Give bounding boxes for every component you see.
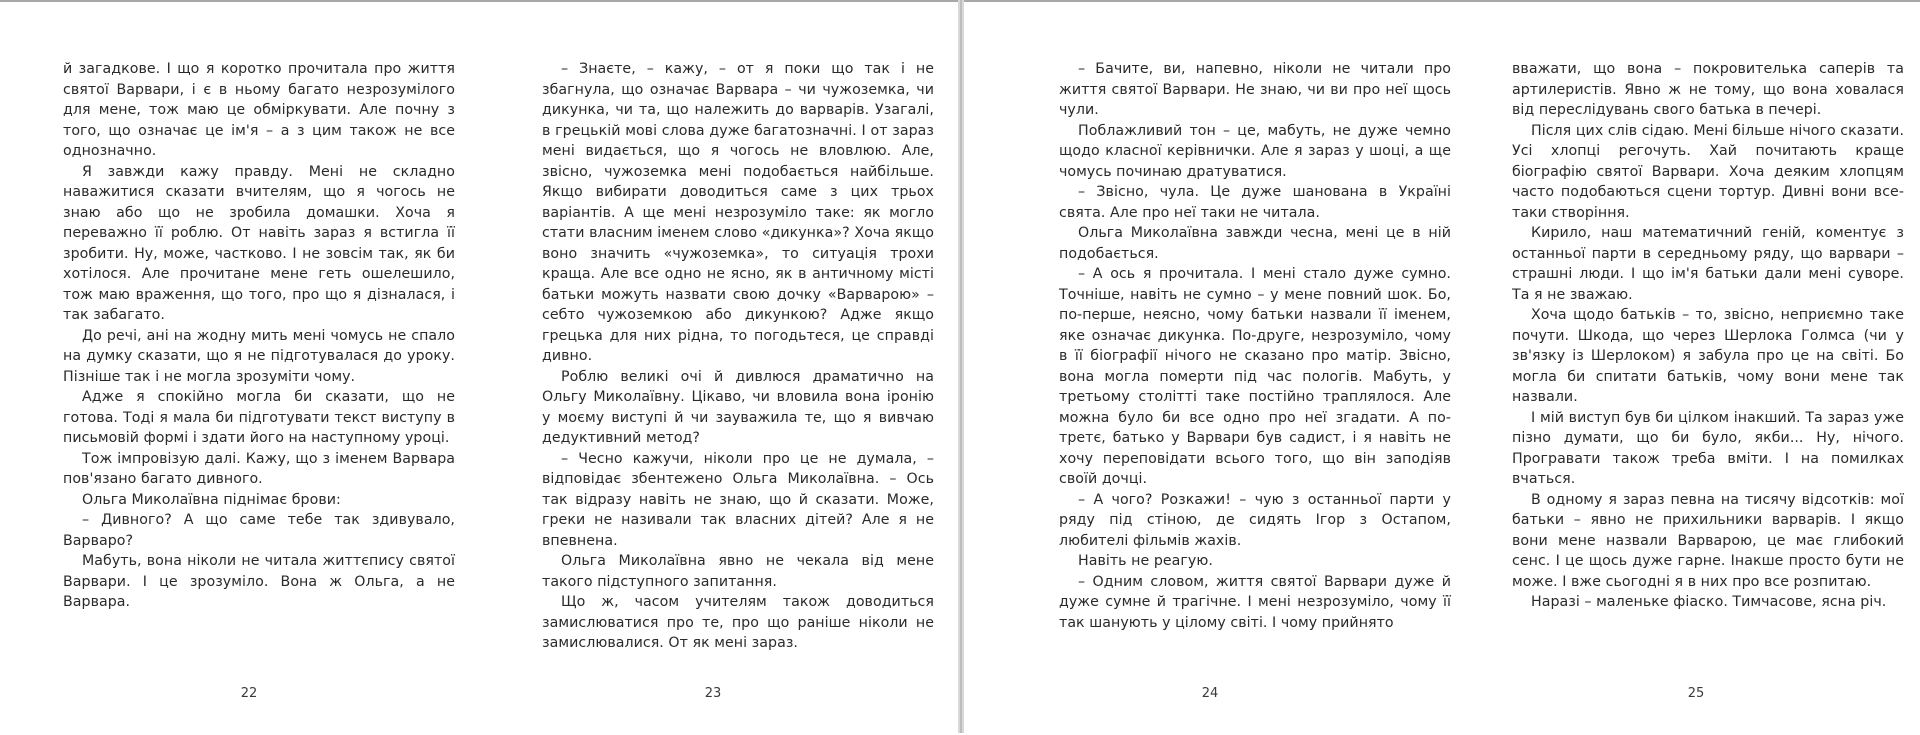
paragraph: Ольга Миколаївна піднімає брови: (82, 491, 341, 508)
paragraph: І мій виступ був би цілком інакший. Та зараз уже пізно думати, що би було, якби... Ну, нічого. Програвати також треба вміти. І на помилках вчаться. (1512, 409, 1904, 487)
paragraph: Хоча щодо батьків – то, звісно, неприємно таке почути. Шкода, що через Шерлока Голмса (чи у зв'язку із Шерлоком) я забула про це на світі. Бо могла би спитати батьків, чому вони мене так назвали. (1512, 307, 1904, 405)
page-25 (1442, 2, 1920, 735)
spread-right (964, 0, 1920, 733)
page-text (1512, 59, 1904, 613)
paragraph: Наразі – маленьке фіаско. Тимчасове, ясна річ. (1531, 594, 1887, 610)
paragraph: й загадкове. І що я коротко прочитала про життя святої Варвари, і є в ньому багато незрозумілого для мене, тож маю це обміркувати. Але почну з того, що означає це ім'я – а з цим також не все однозначно. (63, 61, 455, 159)
paragraph: Поблажливий тон – це, мабуть, не дуже чемно щодо класної керівнички. Але я зараз у шоці, а ще чомусь починаю дратуватися. (1059, 122, 1451, 180)
paragraph: – Бачите, ви, напевно, ніколи не читали про життя святої Варвари. Не знаю, чи ви про неї щось чули. (1059, 61, 1451, 118)
page-text (542, 59, 934, 654)
paragraph: – Звісно, чула. Це дуже шанована в Україні свята. Але про неї таки не читала. (1059, 184, 1451, 221)
paragraph: Кирило, наш математичний геній, коментує з останньої парти в середньому ряду, що варвари – страшні люди. І що ім'я батьки дали мені сувоpe. Та я не зважаю. (1512, 225, 1904, 303)
paragraph: Що ж, часом учителям також доводиться замислюватися про те, про що раніше ніколи не замислювалися. От як мені зараз. (542, 594, 934, 651)
paragraph: Мабуть, вона ніколи не читала життєпису святої Варвари. І це зрозуміло. Вона ж Ольга, а не Варвара. (63, 553, 455, 610)
paragraph: Тож імпровізую далі. Кажу, що з іменем Варвара пов'язано багато дивного. (63, 450, 455, 487)
paragraph: В одному я зараз певна на тисячу відсотків: мої батьки – явно не прихильники варварів. І якщо вони мене назвали Варварою, це має глибокий сенс. І це щось дуже гарне. Інакше просто бути не може. І вже сьогодні я в них про все розпитаю. (1512, 491, 1904, 590)
paragraph: Адже я спокійно могла би сказати, що не готова. Тоді я мала би підготувати текст виступу в письмовій формі і здати його на наступному уроці. (63, 389, 455, 446)
page-23 (479, 2, 958, 735)
paragraph: Роблю великі очі й дивлюся драматично на Ольгу Миколаївну. Цікаво, чи вловила вона іронію у моєму виступі й чи зауважила те, що я вивчаю дедуктивний метод? (542, 368, 934, 446)
page-24 (964, 2, 1451, 735)
page-number: 25 (1687, 686, 1705, 701)
spread-left (0, 0, 958, 733)
paragraph: – Чесно кажучи, ніколи про це не думала, – відповідає збентежено Ольга Миколаївна. – Ось так відразу навіть не знаю, що й сказати. Може, греки не називали так власних дітей? Але я не впевнена. (542, 450, 934, 549)
paragraph: вважати, що вона – покровителька саперів та артилеристів. Явно ж не тому, що вона ховалася від переслідувань свого батька в печері. (1512, 61, 1904, 118)
paragraph: – Знаєте, – кажу, – от я поки що так і не збагнула, що означає Варвара – чи чужоземка, чи дикунка, чи та, що належить до варварів. Узагалі, в грецькій мові слова дуже багатозначні. І от зараз мені видається, що я чогось не вловлюю. Але, звісно, чужоземка мені подобається найбільше. Якщо вибирати доводиться саме з цих трьох варіантів. А ще мені незрозуміло таке: як могло стати власним іменем слово «дикунка»? Хоча якщо воно значить «чужоземка», то ситуація трохи краща. Але все одно не ясно, як в античному місті батьки можуть назвати свою дочку «Варварою» – себто чужоземкою або дикункою? Адже якщо грецька для них рідна, то погодьтеся, це справді дивно. (542, 61, 934, 364)
paragraph: – А ось я прочитала. І мені стало дуже сумно. Точніше, навіть не сумно – у мене повний шок. Бо, по-перше, неясно, чому батьки назвали її іменем, яке означає дикунка. По-друге, незрозуміло, чому в її біографії нічого не сказано про матір. Звісно, вона могла померти під час пологів. Мабуть, у третьому столітті таке постійно траплялося. Але можна було би все одно про неї згадати. А по-третє, батько у Варвари був садист, і я навіть не хочу переповідати всього того, що він заподіяв своїй дочці. (1059, 266, 1451, 487)
paragraph: – Дивного? А що саме тебе так здивувало, Варваро? (63, 512, 455, 549)
page-number: 22 (240, 686, 258, 701)
paragraph: Навіть не реагую. (1078, 553, 1213, 569)
paragraph: Ольга Миколаївна явно не чекала від мене такого підступного запитання. (542, 553, 934, 590)
page-22 (0, 2, 479, 735)
page-number: 23 (704, 686, 722, 701)
page-number: 24 (1201, 686, 1219, 701)
paragraph: Після цих слів сідаю. Мені більше нічого сказати. Усі хлопці регочуть. Хай почитають краще біографію святої Варвари. Хоча деяким хлопцям часто подобаються сцени тортур. Дивні вони все-таки створіння. (1512, 122, 1904, 221)
paragraph: – А чого? Розкажи! – чую з останньої парти у ряду під стіною, де сидять Ігор з Остапом, любителі фільмів жахів. (1059, 491, 1451, 549)
paragraph: Ольга Миколаївна завжди чесна, мені це в ній подобається. (1059, 225, 1451, 262)
paragraph: Я завжди кажу правду. Мені не складно наважитися сказати вчителям, що я чогось не знаю або що не зробила домашки. Хоча я переважно її роблю. От навіть зараз я встигла її зробити. Ну, може, частково. І не зовсім так, як би хотілося. Але прочитане мене геть ошелешило, тож маю враження, що того, про що я дізналася, і так забагато. (63, 163, 455, 323)
paragraph: До речі, ані на жодну мить мені чомусь не спало на думку сказати, що я не підготувалася до уроку. Пізніше так і не могла зрозуміти чому. (63, 327, 455, 385)
paragraph: – Одним словом, життя святої Варвари дуже й дуже сумне й трагічне. І мені незрозуміло, чому її так шанують у цілому світі. І чому прийнято (1059, 573, 1451, 631)
page-text (63, 59, 455, 613)
page-text (1059, 59, 1451, 633)
